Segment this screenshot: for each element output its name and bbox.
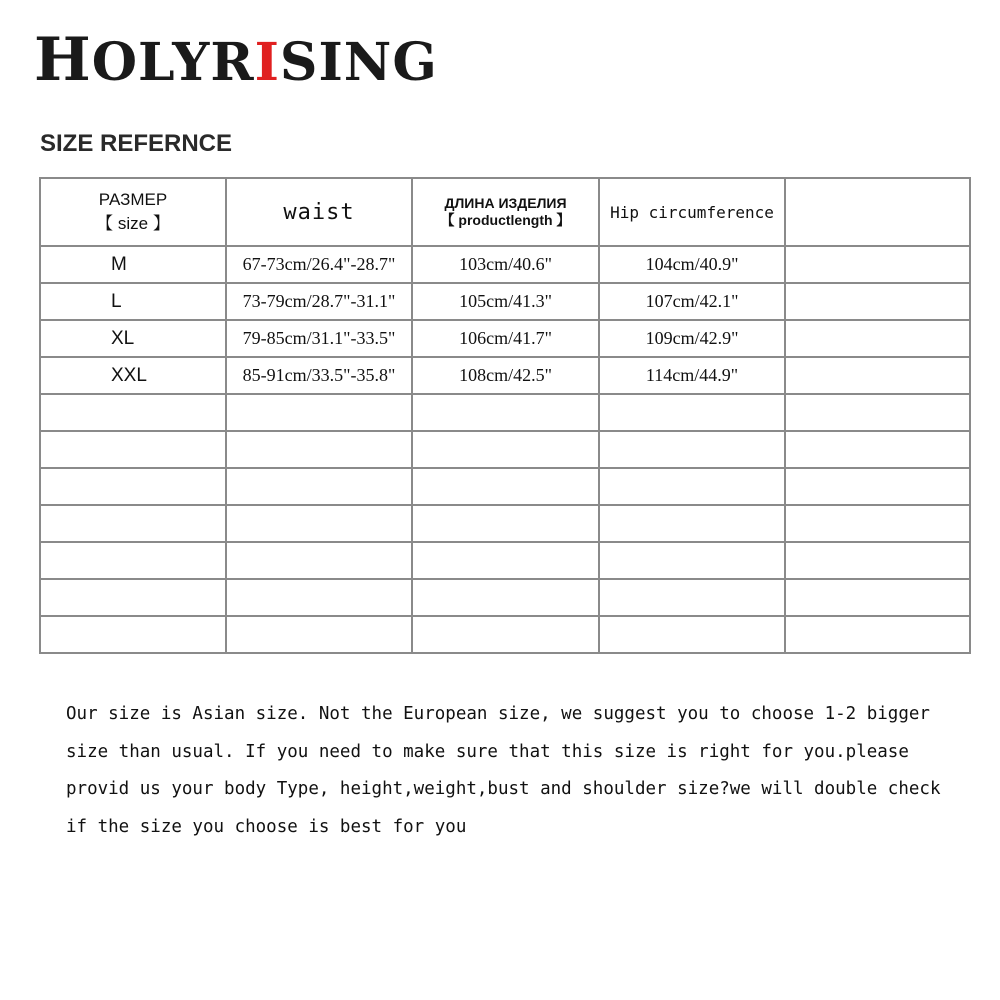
note-line: if the size you choose is best for you [66,816,467,837]
cell-empty [40,431,226,468]
header-hip [599,178,785,246]
cell-empty [412,394,599,431]
brand-logo [34,25,438,95]
cell-size: XXL [40,357,226,394]
cell-empty [226,616,412,653]
cell-empty [785,542,970,579]
cell-empty [599,468,785,505]
cell-hip: 104cm/40.9" [599,246,785,283]
cell-empty [412,505,599,542]
cell-empty [412,579,599,616]
note-line: provid us your body Type, height,weight,bust and shoulder size?we will double check [66,779,941,799]
header-waist [226,178,412,246]
cell-empty [785,394,970,431]
cell-empty [599,579,785,616]
cell-empty [785,579,970,616]
header-length-ru: ДЛИНА ИЗДЕЛИЯ [444,195,567,211]
note-line: size than usual. If you need to make sure that this size is right for you.please [66,741,909,762]
table-row-empty [40,468,970,505]
table-row-empty [40,542,970,579]
cell-extra [785,320,970,357]
header-size-ru: РАЗМЕР [98,190,168,209]
cell-empty [785,616,970,653]
cell-empty [785,431,970,468]
header-length [412,178,599,246]
cell-empty [40,505,226,542]
cell-waist: 79-85cm/31.1"-33.5" [226,320,412,357]
cell-empty [412,468,599,505]
cell-empty [412,616,599,653]
table-row [40,283,970,320]
cell-extra [785,246,970,283]
note-line: Our size is Asian size. Not the European size, we suggest you to choose 1-2 bigger [66,704,930,724]
cell-empty [226,505,412,542]
cell-empty [40,468,226,505]
cell-empty [599,505,785,542]
cell-empty [226,579,412,616]
cell-waist: 73-79cm/28.7"-31.1" [226,283,412,320]
cell-empty [412,542,599,579]
header-length-en: 【 productlength 】 [440,212,571,228]
cell-waist: 85-91cm/33.5"-35.8" [226,357,412,394]
size-note [66,696,971,846]
table-row-empty [40,394,970,431]
section-title: SIZE REFERNCE [40,130,233,157]
cell-empty [40,579,226,616]
cell-empty [599,431,785,468]
cell-empty [40,542,226,579]
table-row-empty [40,616,970,653]
cell-extra [785,283,970,320]
cell-size: L [40,283,226,320]
cell-size: XL [40,320,226,357]
header-extra [785,178,970,246]
cell-empty [599,394,785,431]
cell-empty [226,542,412,579]
table-row [40,357,970,394]
cell-empty [40,616,226,653]
table-row [40,246,970,283]
cell-length: 103cm/40.6" [412,246,599,283]
cell-empty [785,505,970,542]
size-table [39,177,971,654]
cell-hip: 114cm/44.9" [599,357,785,394]
cell-size: M [40,246,226,283]
header-size [40,178,226,246]
cell-waist: 67-73cm/26.4"-28.7" [226,246,412,283]
cell-extra [785,357,970,394]
cell-length: 106cm/41.7" [412,320,599,357]
cell-hip: 109cm/42.9" [599,320,785,357]
cell-empty [226,394,412,431]
header-waist-label: waist [283,199,355,225]
cell-length: 108cm/42.5" [412,357,599,394]
table-row [40,320,970,357]
logo-text-olyr: OLYR [91,32,255,93]
header-size-en: 【 size 】 [96,214,170,233]
cell-empty [40,394,226,431]
logo-letter-i-accent: I [254,32,280,93]
cell-hip: 107cm/42.1" [599,283,785,320]
cell-empty [599,542,785,579]
cell-empty [226,468,412,505]
table-header-row [40,178,970,246]
header-hip-label: Hip circumference [610,202,774,222]
table-row-empty [40,579,970,616]
table-row-empty [40,505,970,542]
table-row-empty [40,431,970,468]
cell-empty [599,616,785,653]
cell-empty [785,468,970,505]
cell-empty [226,431,412,468]
cell-length: 105cm/41.3" [412,283,599,320]
cell-empty [412,431,599,468]
logo-text-sing: SING [279,32,438,93]
logo-letter-h: H [34,25,92,95]
